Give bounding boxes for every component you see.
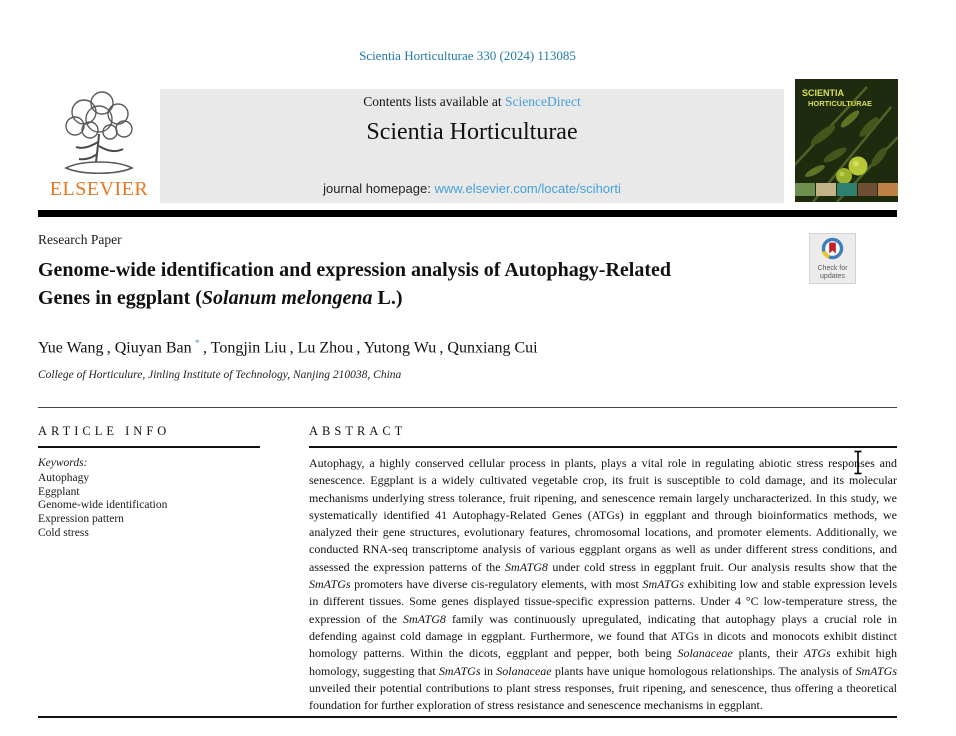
elsevier-logo-block [38,88,160,204]
elsevier-tree-icon [52,88,146,180]
sciencedirect-link[interactable]: ScienceDirect [505,94,581,109]
keyword-item: Cold stress [38,526,89,539]
keywords-list [38,472,268,541]
contents-prefix: Contents lists available at [363,94,505,109]
section-top-rule [38,407,897,408]
cover-title-line2: HORTICULTURAE [808,99,873,108]
contents-line [160,94,784,110]
cover-title-line1: SCIENTIA [802,88,845,98]
homepage-prefix: journal homepage: [323,181,435,196]
keyword-item: Genome-wide identification [38,499,168,512]
page-bottom-rule [38,716,897,718]
text-ibeam-cursor [853,450,863,475]
check-for-updates-badge[interactable] [809,233,856,284]
journal-header-banner [160,89,784,203]
keywords-block [38,457,268,541]
journal-citation-line: Scientia Horticulturae 330 (2024) 113085 [359,48,576,63]
abstract-rule [309,446,897,448]
journal-cover-image [795,79,898,202]
article-info-heading: ARTICLE INFO [38,424,171,438]
elsevier-wordmark: ELSEVIER [49,178,149,200]
header-divider-bar [38,210,897,217]
keywords-label: Keywords: [38,457,88,469]
keyword-item: Expression pattern [38,513,124,526]
abstract-text: Autophagy, a highly conserved cellular process in plants, plays a vital role in regulating abiotic stress responses and senescence. Eggplant is a widely cultivated vegetable crop, its fruit is susceptible to cold damage, and its molecular mechanisms underlying stress tolerance, fruit ripening, and senescence remain largely uncharacterized. In this study, we systematically identified 41 Autophagy-Related Genes (ATGs) in eggplant and through bioinformatics methods, we analyzed their gene structures, evolutionary features, chromosomal locations, and promoter elements. Additionally, we conducted RNA-seq transcriptome analysis of various eggplant organs as well as under different stress conditions, and assessed the expression patterns of the SmATG8 under cold stress in eggplant fruit. Our analysis results show that the SmATGs promoters have diverse cis-regulatory elements, with most SmATGs exhibiting low and stable expression levels in different tissues. Some genes displayed tissue-specific expression patterns. Under 4 °C low-temperature stress, the expression of the SmATG8 family was continuously upregulated, indicating that autophagy plays a crucial role in defending against cold damage in eggplant. Furthermore, we found that ATGs in dicots and monocots exhibit distinct homology patterns. Within the dicots, eggplant and pepper, both being Solanaceae plants, their ATGs exhibit high homology, suggesting that SmATGs in Solanaceae plants have unique homologous relationships. The analysis of SmATGs unveiled their potential contributions to plant stress responses, fruit ripening, and senescence, thus offering a theoretical foundation for further exploration of stress resistance and senescence mechanisms in eggplant. [309,456,898,713]
crossmark-icon [821,237,844,260]
affiliation-line: College of Horticulure, Jinling Institute of Technology, Nanjing 210038, China [38,369,402,381]
homepage-url-link[interactable]: www.elsevier.com/locate/scihorti [434,181,621,196]
article-type-label: Research Paper [38,232,122,247]
authors-line: Yue Wang , Qiuyan Ban * , Tongjin Liu , Lu Zhou , Yutong Wu , Qunxiang Cui [38,338,538,357]
keyword-item: Eggplant [38,485,80,498]
journal-title: Scientia Horticulturae [366,119,578,145]
article-info-rule [38,446,260,448]
homepage-line [160,181,784,196]
abstract-heading: ABSTRACT [309,424,407,438]
keyword-item: Autophagy [38,471,90,484]
check-for-updates-label: Check for updates [817,265,848,280]
cover-thumbnail-strip [795,183,898,196]
article-title: Genome-wide identification and expression analysis of Autophagy-Related Genes in eggplant (Solanum melongena L.) [38,259,671,309]
